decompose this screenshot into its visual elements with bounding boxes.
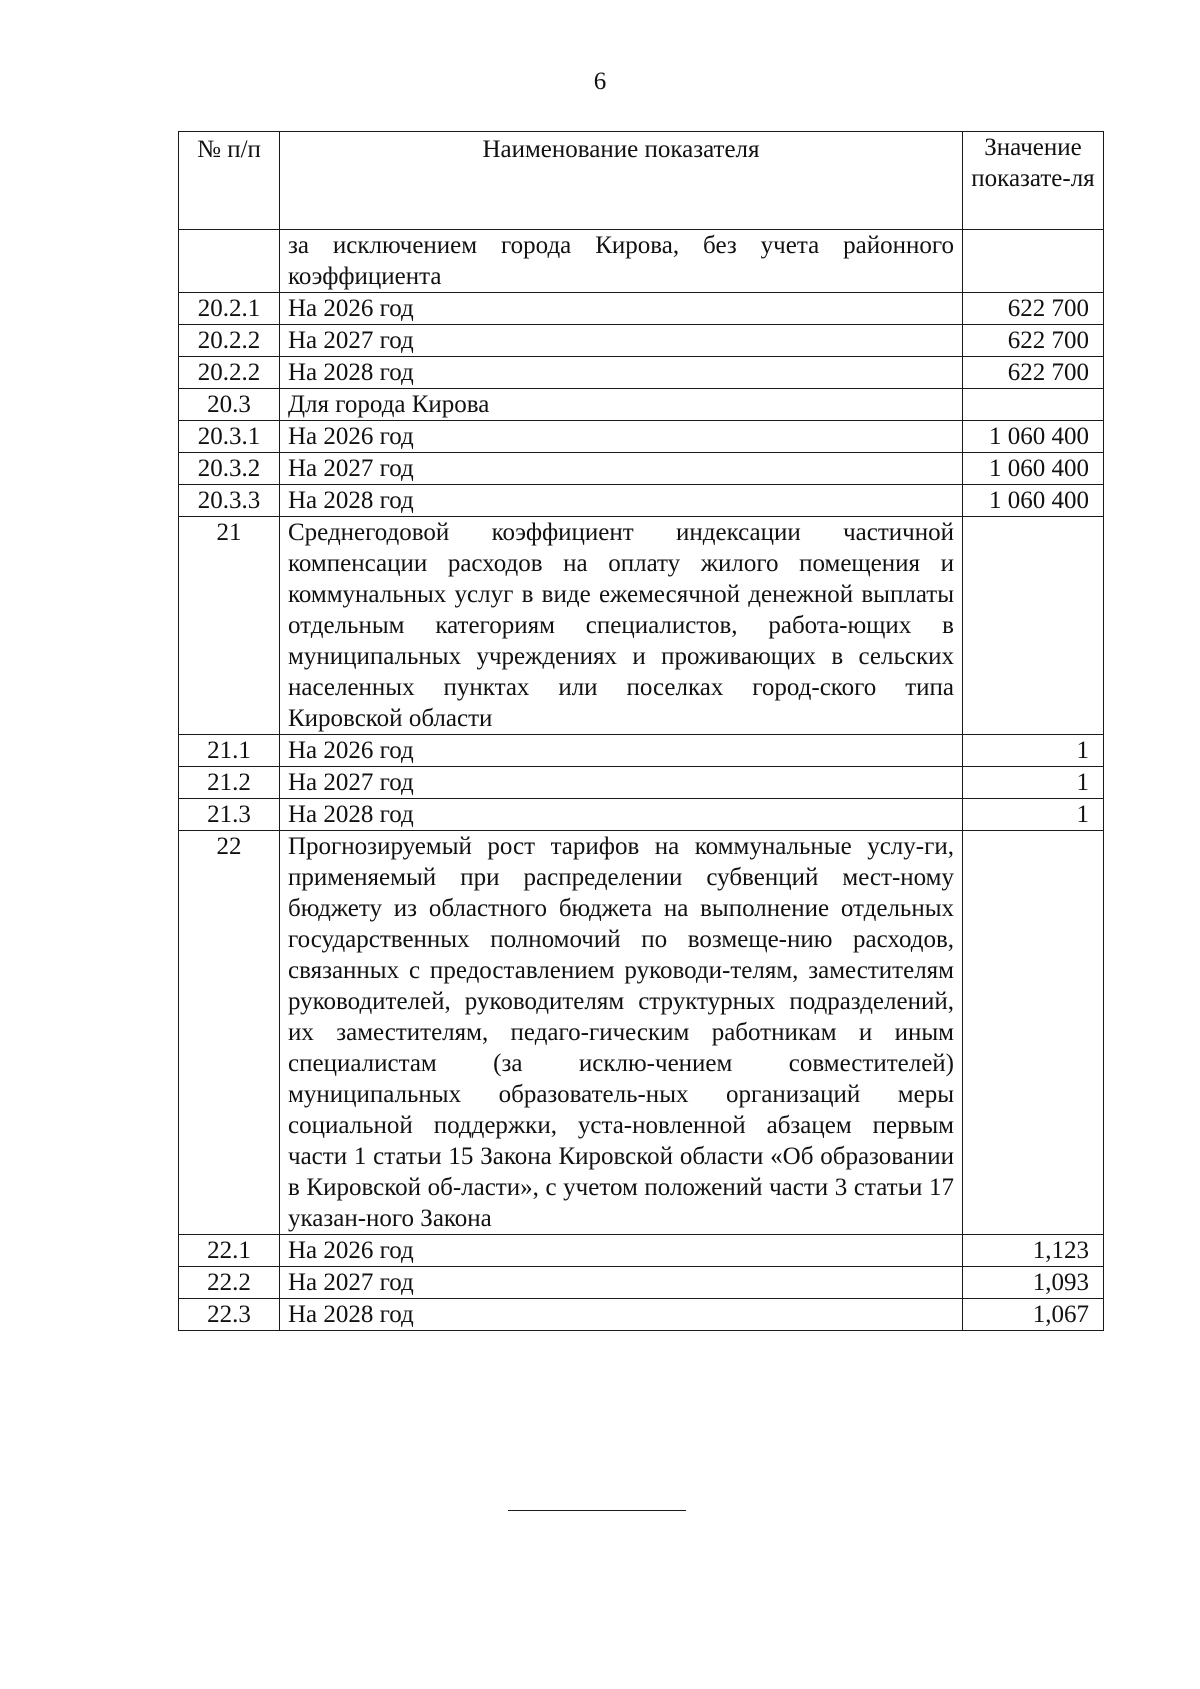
row-number: 20.2.2 — [179, 325, 280, 357]
row-value: 622 700 — [963, 325, 1104, 357]
indicators-table — [178, 131, 1104, 1331]
table-row — [179, 517, 1104, 735]
row-name: На 2026 год — [280, 421, 963, 453]
row-name: На 2027 год — [280, 453, 963, 485]
row-value: 1 — [963, 799, 1104, 831]
table-row — [179, 389, 1104, 421]
row-name: Для города Кирова — [280, 389, 963, 421]
row-number: 20.2.1 — [179, 293, 280, 325]
row-value — [963, 517, 1104, 735]
row-number: 20.3 — [179, 389, 280, 421]
table-row — [179, 735, 1104, 767]
table-row — [179, 230, 1104, 293]
row-name: На 2028 год — [280, 1299, 963, 1331]
table-row — [179, 1299, 1104, 1331]
row-name: На 2028 год — [280, 485, 963, 517]
table-header-row — [179, 132, 1104, 230]
table-row — [179, 831, 1104, 1235]
row-value — [963, 831, 1104, 1235]
row-value: 1,067 — [963, 1299, 1104, 1331]
row-number: 22.3 — [179, 1299, 280, 1331]
row-number: 22.1 — [179, 1235, 280, 1267]
row-number: 21.3 — [179, 799, 280, 831]
row-name: На 2028 год — [280, 799, 963, 831]
row-value: 622 700 — [963, 293, 1104, 325]
row-value: 1 — [963, 735, 1104, 767]
row-name: На 2026 год — [280, 1235, 963, 1267]
row-number: 20.3.2 — [179, 453, 280, 485]
row-name: На 2028 год — [280, 357, 963, 389]
row-number: 22 — [179, 831, 280, 1235]
row-name: Прогнозируемый рост тарифов на коммунальные услу-ги, применяемый при распределении субвенций мест-ному бюджету из областного бюджета на выполнение отдельных государственных полномочий по возмеще-нию расходов, связанных с предоставлением руководи-телям, заместителям руководителей, руководителям структурных подразделений, их заместителям, педаго-гическим работникам и иным специалистам (за исклю-чением совместителей) муниципальных образователь-ных организаций меры социальной поддержки, уста-новленной абзацем первым части 1 статьи 15 Закона Кировской области «Об образовании в Кировской об-ласти», с учетом положений части 3 статьи 17 указан-ного Закона — [280, 831, 963, 1235]
page-number: 6 — [593, 68, 607, 95]
row-name: На 2026 год — [280, 293, 963, 325]
row-number: 20.3.1 — [179, 421, 280, 453]
row-value: 1,123 — [963, 1235, 1104, 1267]
table-row — [179, 421, 1104, 453]
row-value: 622 700 — [963, 357, 1104, 389]
row-value: 1 060 400 — [963, 485, 1104, 517]
row-name: На 2027 год — [280, 767, 963, 799]
table-row — [179, 357, 1104, 389]
row-value: 1 060 400 — [963, 453, 1104, 485]
table-body — [179, 230, 1104, 1331]
row-number — [179, 230, 280, 293]
row-number: 20.2.2 — [179, 357, 280, 389]
row-value — [963, 389, 1104, 421]
table-row — [179, 1267, 1104, 1299]
row-number: 21.1 — [179, 735, 280, 767]
end-rule — [508, 1510, 686, 1511]
table-row — [179, 293, 1104, 325]
row-number: 21 — [179, 517, 280, 735]
table-row — [179, 325, 1104, 357]
table-row — [179, 799, 1104, 831]
row-number: 20.3.3 — [179, 485, 280, 517]
row-name: На 2027 год — [280, 1267, 963, 1299]
row-value: 1,093 — [963, 1267, 1104, 1299]
row-value — [963, 230, 1104, 293]
table-row — [179, 767, 1104, 799]
row-number: 22.2 — [179, 1267, 280, 1299]
row-value: 1 — [963, 767, 1104, 799]
table-row — [179, 485, 1104, 517]
row-name: На 2027 год — [280, 325, 963, 357]
row-number: 21.2 — [179, 767, 280, 799]
row-name: за исключением города Кирова, без учета районного коэффициента — [280, 230, 963, 293]
header-number: № п/п — [179, 132, 280, 230]
header-value: Значение показате-ля — [963, 132, 1104, 230]
table-row — [179, 1235, 1104, 1267]
table-row — [179, 453, 1104, 485]
header-name: Наименование показателя — [280, 132, 963, 230]
row-value: 1 060 400 — [963, 421, 1104, 453]
row-name: На 2026 год — [280, 735, 963, 767]
row-name: Среднегодовой коэффициент индексации частичной компенсации расходов на оплату жилого помещения и коммунальных услуг в виде ежемесячной денежной выплаты отдельным категориям специалистов, работа-ющих в муниципальных учреждениях и проживающих в сельских населенных пунктах или поселках город-ского типа Кировской области — [280, 517, 963, 735]
